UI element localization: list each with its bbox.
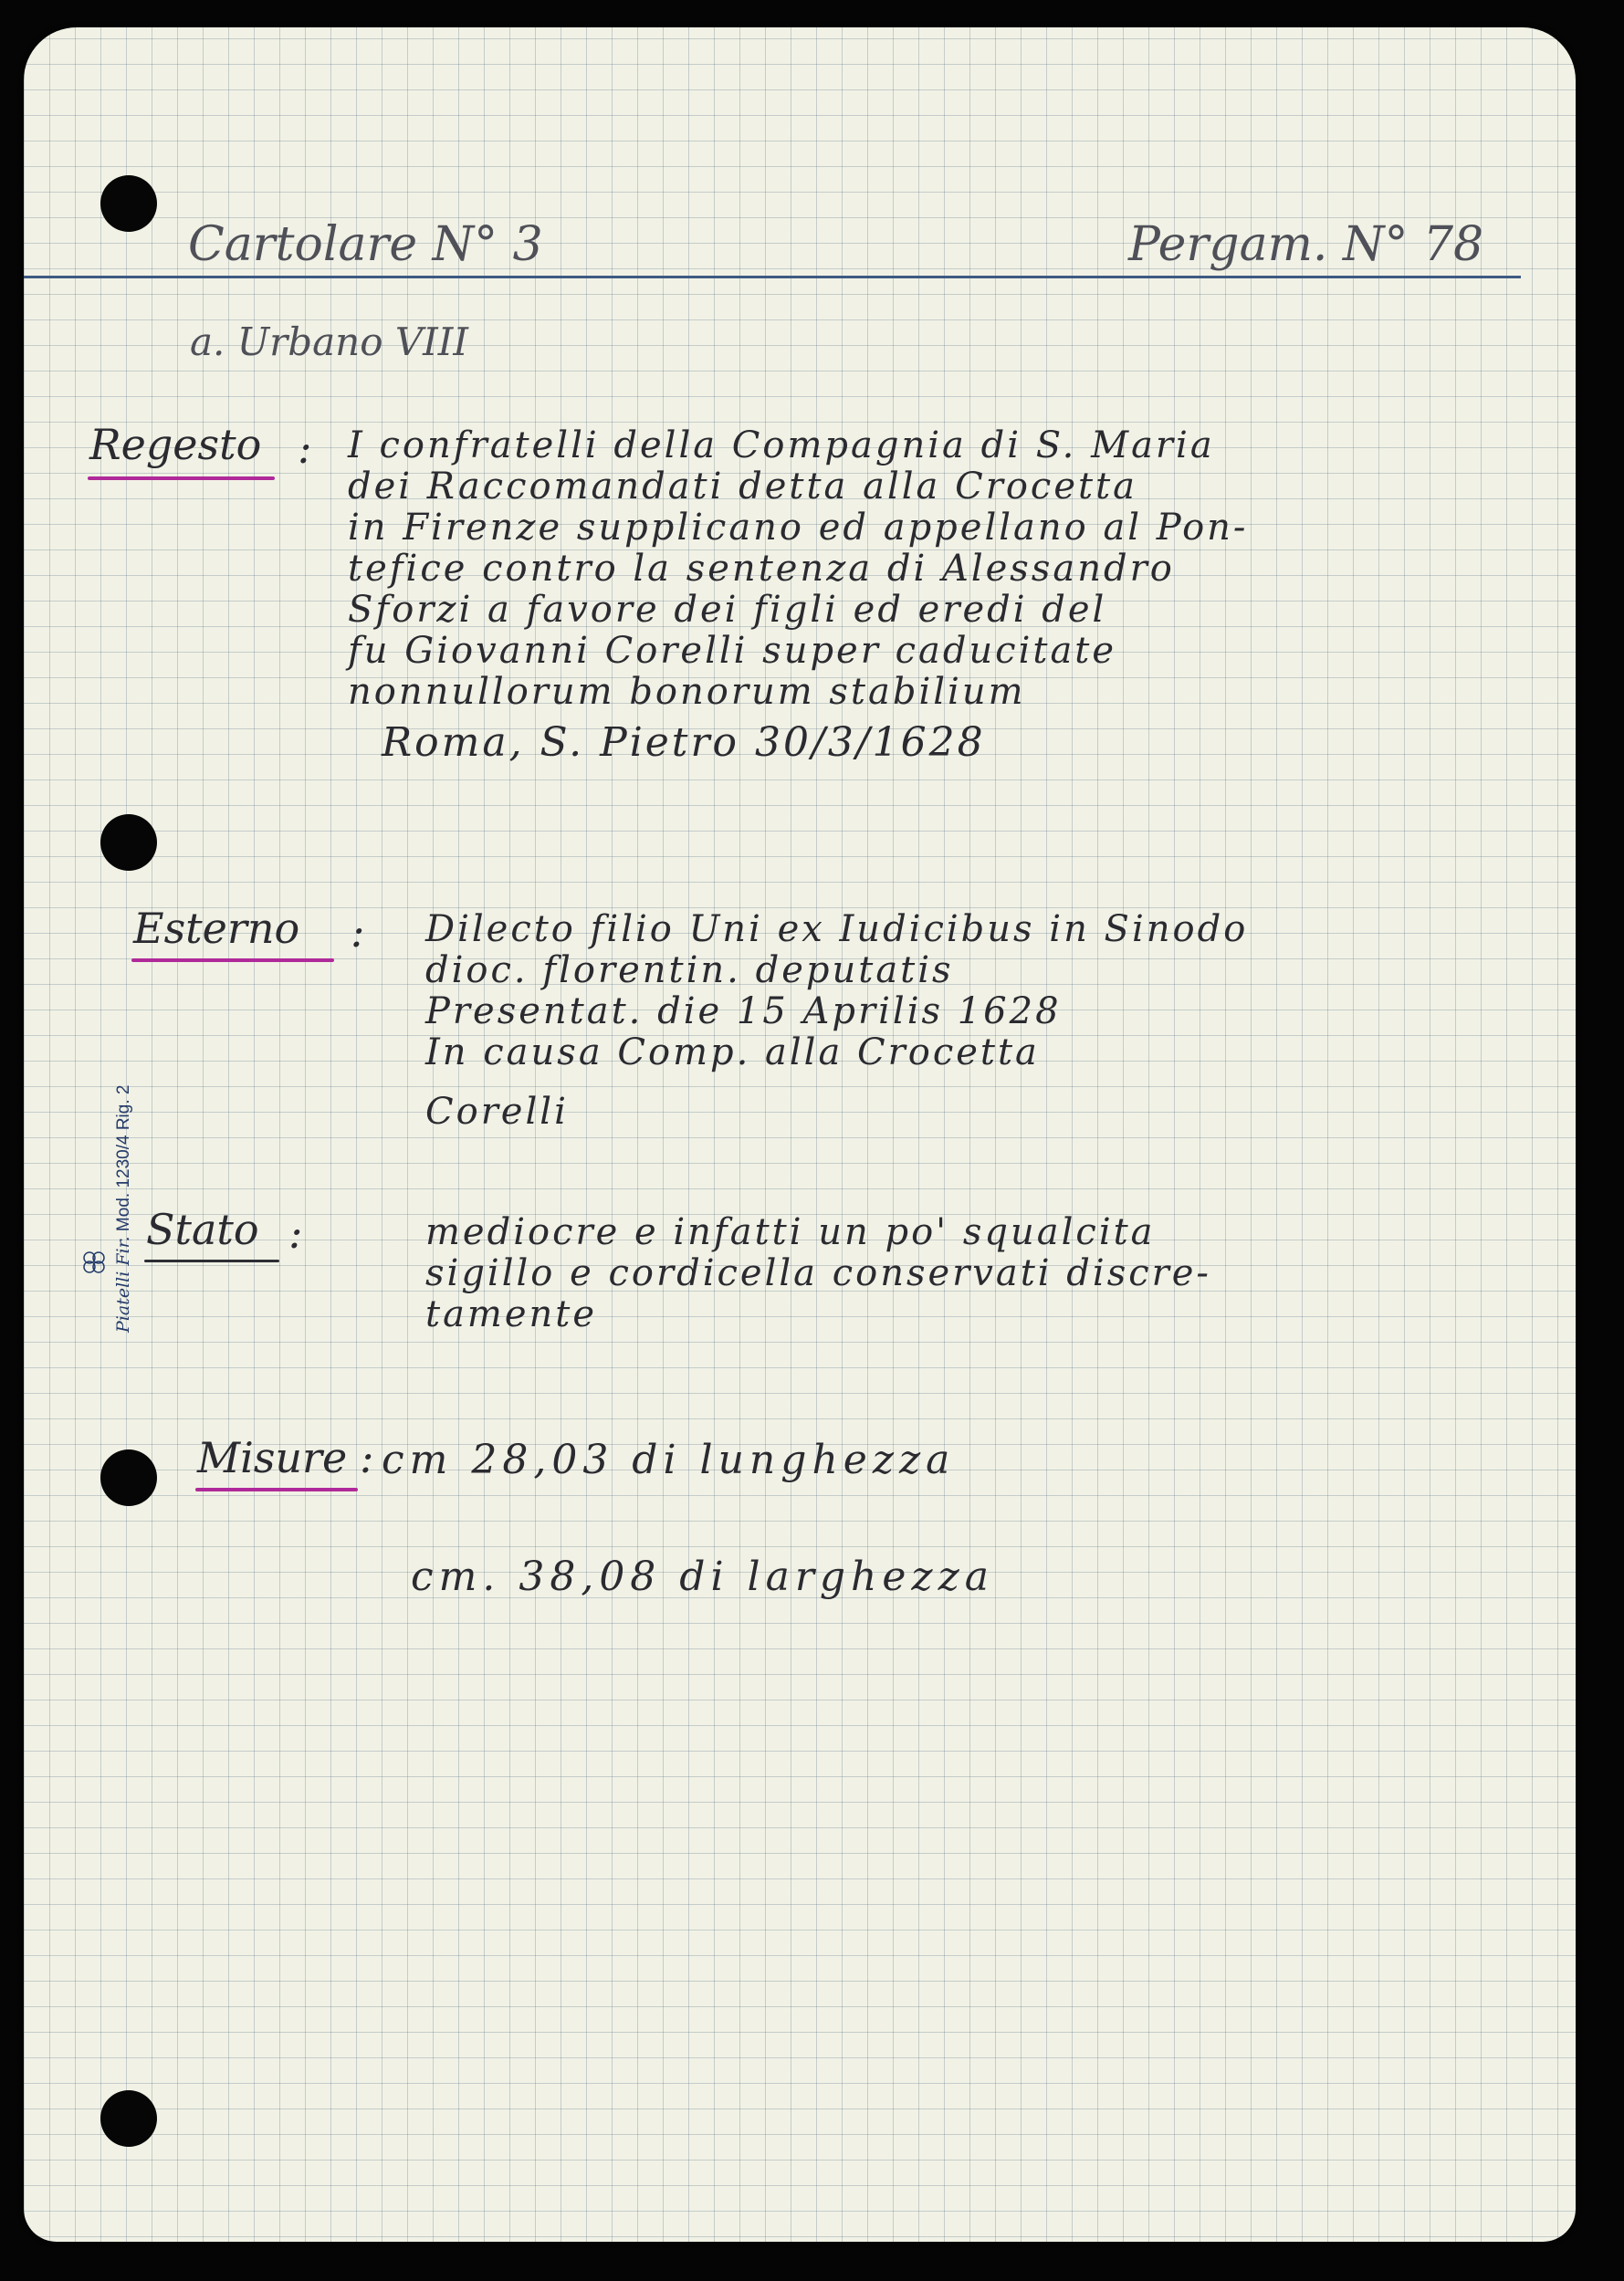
esterno-line: Dilecto filio Uni ex Iudicibus in Sinodo xyxy=(425,908,1249,950)
archive-record-card xyxy=(24,27,1576,2242)
printer-logo-icon xyxy=(80,1249,108,1276)
stato-line: sigillo e cordicella conservati discre- xyxy=(425,1252,1211,1294)
punch-hole xyxy=(100,175,157,232)
stato-line: tamente xyxy=(425,1293,598,1335)
regesto-line: fu Giovanni Corelli super caducitate xyxy=(348,630,1117,672)
esterno-colon: : xyxy=(351,907,365,957)
pergamena-number: Pergam. N° 78 xyxy=(1128,217,1484,272)
punch-hole xyxy=(100,1449,157,1506)
header-rule xyxy=(24,276,1521,278)
regesto-line: in Firenze supplicano ed appellano al Pon- xyxy=(348,507,1249,549)
regesto-line: dei Raccomandati detta alla Crocetta xyxy=(348,466,1137,507)
pope-name: a. Urbano VIII xyxy=(190,319,468,364)
esterno-text xyxy=(425,909,1248,1133)
misure-colon: : xyxy=(360,1433,374,1482)
cartolare-number: Cartolare N° 3 xyxy=(188,217,543,272)
regesto-line: nonnullorum bonorum stabilium xyxy=(348,671,1026,713)
misure-width: cm. 38,08 di larghezza xyxy=(411,1554,994,1600)
stato-underline xyxy=(144,1260,279,1262)
regesto-line: I confratelli della Compagnia di S. Maria xyxy=(348,424,1215,466)
regesto-colon: : xyxy=(298,424,312,473)
esterno-line: dioc. florentin. deputatis xyxy=(425,949,954,991)
printer-brand: Piatelli Fir. xyxy=(113,1236,133,1333)
esterno-label: Esterno xyxy=(133,904,300,953)
place-date: Roma, S. Pietro 30/3/1628 xyxy=(382,719,986,766)
esterno-line: Presentat. die 15 Aprilis 1628 xyxy=(425,990,1062,1032)
printer-model: Mod. 1230/4 Rig. 2 xyxy=(114,1084,133,1232)
regesto-underline xyxy=(88,476,275,480)
punch-hole xyxy=(100,2090,157,2147)
stato-line: mediocre e infatti un po' squalcita xyxy=(425,1211,1156,1253)
regesto-line: Sforzi a favore dei figli ed eredi del xyxy=(348,589,1107,631)
esterno-line: In causa Comp. alla Crocetta xyxy=(425,1031,1040,1073)
esterno-underline xyxy=(131,958,334,962)
regesto-line: tefice contro la sentenza di Alessandro xyxy=(348,548,1175,590)
printer-model-mark xyxy=(113,1085,134,1333)
misure-length: cm 28,03 di lunghezza xyxy=(382,1437,956,1483)
misure-underline xyxy=(195,1488,358,1491)
stato-text xyxy=(425,1212,1211,1335)
punch-hole xyxy=(100,814,157,871)
regesto-text xyxy=(348,425,1248,713)
regesto-label: Regesto xyxy=(89,420,262,469)
stato-label: Stato xyxy=(146,1205,259,1254)
misure-label: Misure xyxy=(197,1433,348,1482)
stato-colon: : xyxy=(288,1209,303,1258)
esterno-line: Corelli xyxy=(425,1091,569,1133)
